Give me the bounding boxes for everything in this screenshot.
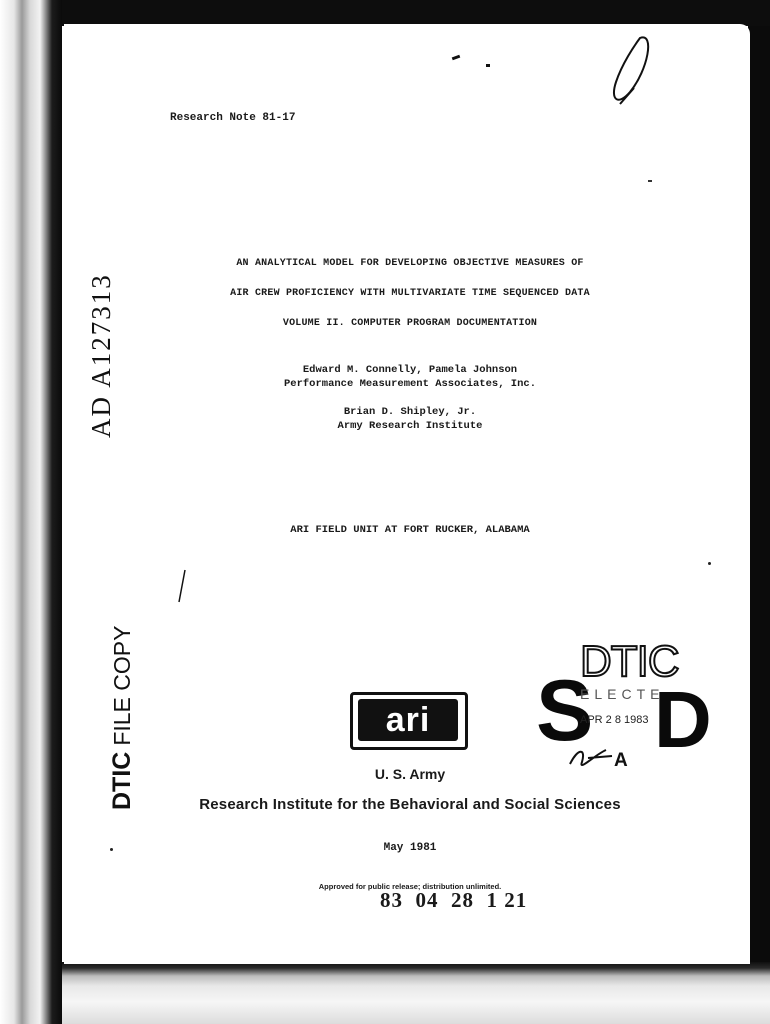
title-line-1: AN ANALYTICAL MODEL FOR DEVELOPING OBJECTIVE MEASURES OF [236, 258, 584, 269]
distribution-statement: Approved for public release; distribution unlimited. [318, 882, 502, 891]
dtic-file-copy [108, 626, 137, 810]
file-copy-text: FILE COPY [109, 625, 135, 746]
scan-left-edge [0, 0, 62, 1024]
scan-bottom-edge [62, 962, 770, 1024]
pen-stroke [176, 568, 188, 604]
author-affiliation-1: Performance Measurement Associates, Inc. [283, 378, 537, 390]
report-number: Research Note 81-17 [170, 112, 296, 124]
file-copy-brand: DTIC [108, 751, 136, 810]
document-page [64, 24, 750, 964]
organization: U. S. Army [374, 766, 446, 782]
handwritten-mark [600, 30, 660, 110]
speck [486, 64, 490, 67]
speck [110, 848, 113, 851]
scan-right-edge [748, 26, 770, 966]
publication-date: May 1981 [383, 842, 437, 854]
stamp-letter-d: D [654, 675, 712, 764]
stamp-dtic: DTIC [580, 637, 679, 686]
ari-logo-text: ari [358, 699, 458, 741]
stamp-date: APR 2 8 1983 [580, 714, 649, 726]
speck [708, 562, 711, 565]
speck [648, 180, 652, 182]
title-line-3: VOLUME II. COMPUTER PROGRAM DOCUMENTATION [282, 318, 538, 329]
stamp-status: ELECTE [580, 686, 665, 702]
accession-code: 83 04 28 1 21 [380, 888, 528, 912]
ad-number: AD A127313 [86, 273, 116, 438]
author-names-1: Edward M. Connelly, Pamela Johnson [302, 364, 518, 376]
institute-name: Research Institute for the Behavioral and Social Sciences [199, 796, 621, 813]
title-line-2: AIR CREW PROFICIENCY WITH MULTIVARIATE TIME SEQUENCED DATA [230, 288, 590, 299]
author-names-2: Brian D. Shipley, Jr. [343, 406, 477, 418]
ari-logo [350, 692, 468, 750]
stamp-letter-s: S [536, 663, 594, 759]
stamp-grade: A [614, 750, 628, 771]
author-affiliation-2: Army Research Institute [337, 420, 483, 432]
scan-top-edge [62, 0, 770, 26]
field-unit: ARI FIELD UNIT AT FORT RUCKER, ALABAMA [290, 524, 530, 536]
